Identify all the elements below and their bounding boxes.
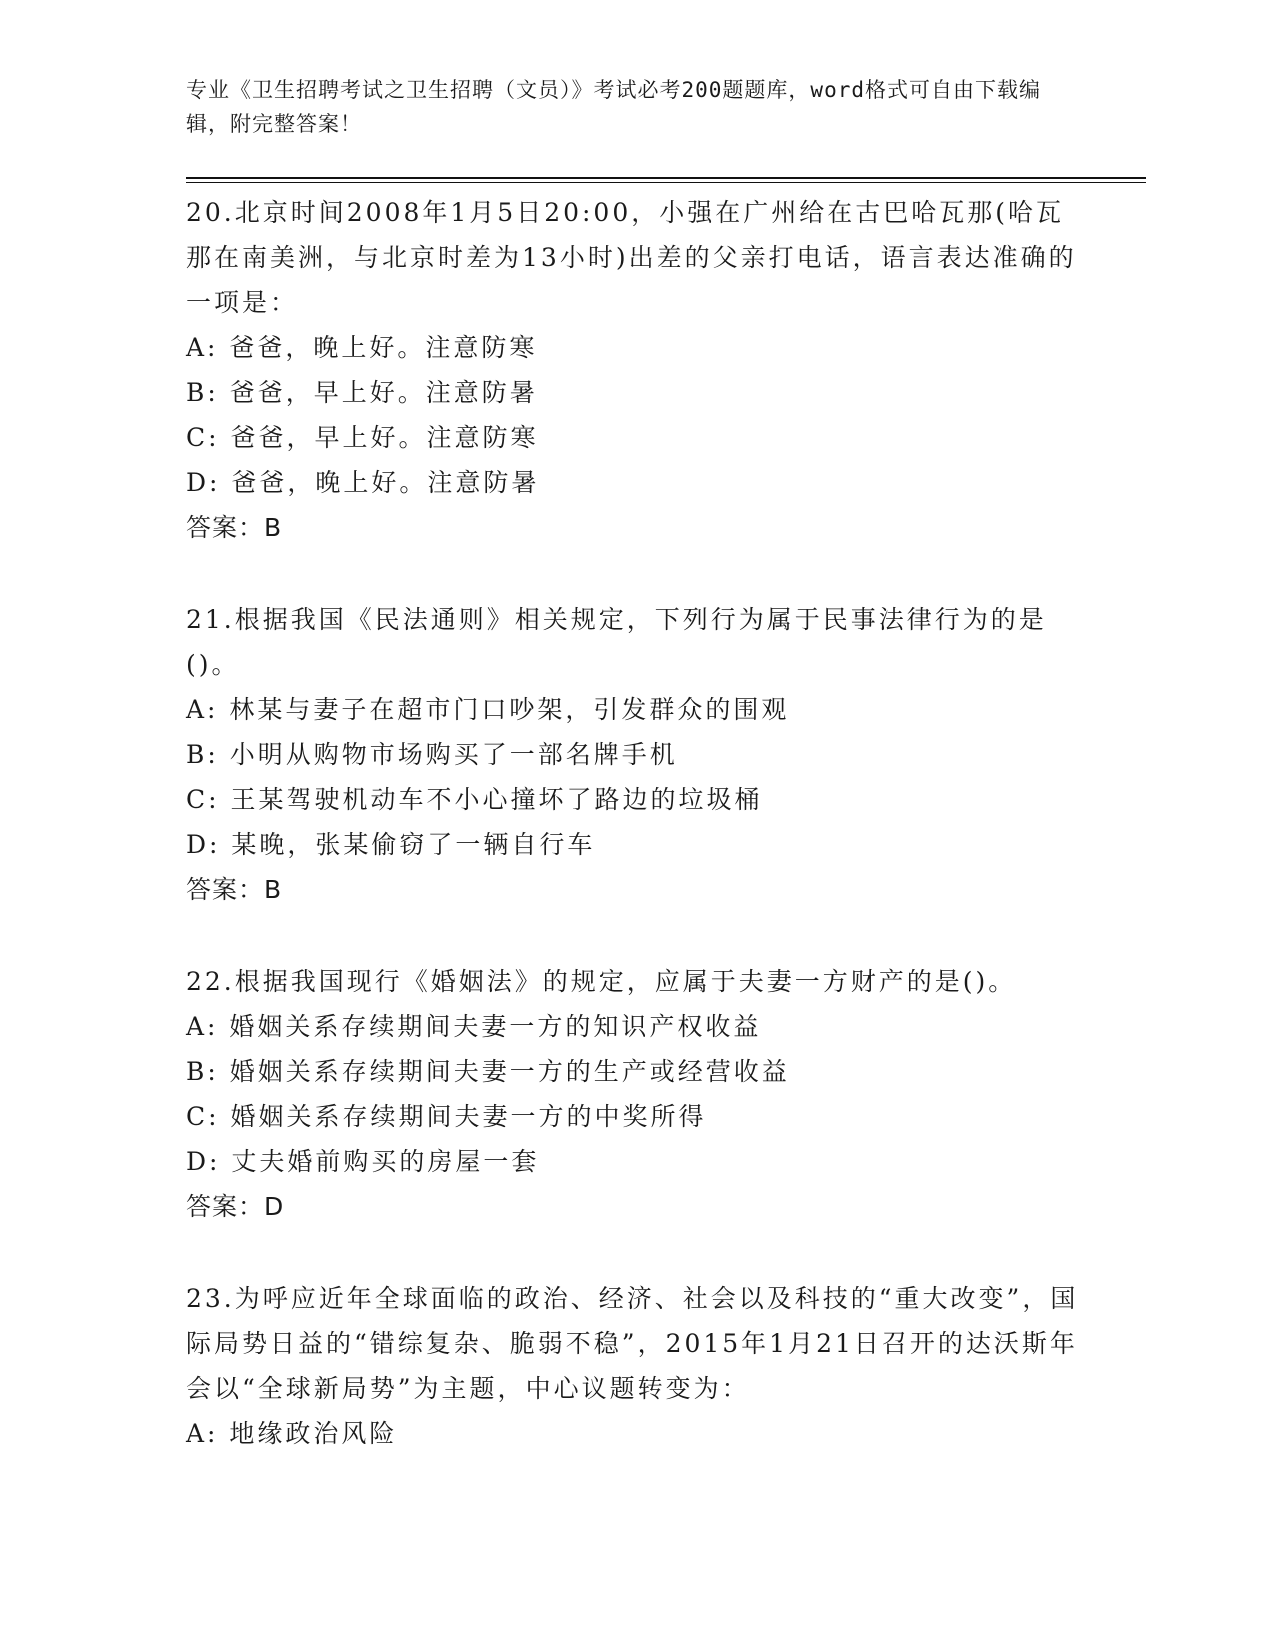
option-b: B: 婚姻关系存续期间夫妻一方的生产或经营收益: [186, 1057, 790, 1086]
question-list: [186, 190, 1086, 1503]
answer-line: 答案：B: [186, 513, 283, 542]
question-text: 21.根据我国《民法通则》相关规定，下列行为属于民事法律行为的是()。: [186, 605, 1047, 679]
header-divider-thin: [186, 182, 1146, 183]
answer-line: 答案：B: [186, 875, 283, 904]
option-a: A: 林某与妻子在超市门口吵架，引发群众的围观: [186, 695, 790, 724]
question-text: 23.为呼应近年全球面临的政治、经济、社会以及科技的“重大改变”，国际局势日益的“错综复杂、脆弱不稳”，2015年1月21日召开的达沃斯年会以“全球新局势”为主题，中心议题转变为：: [186, 1284, 1079, 1403]
header-divider-thick: [186, 177, 1146, 179]
option-c: C: 爸爸，早上好。注意防寒: [186, 423, 539, 452]
document-header: 专业《卫生招聘考试之卫生招聘（文员）》考试必考200题题库，word格式可自由下载编辑，附完整答案！: [186, 78, 1041, 136]
option-c: C: 王某驾驶机动车不小心撞坏了路边的垃圾桶: [186, 785, 763, 814]
question-20: [186, 190, 1086, 550]
question-text: 20.北京时间2008年1月5日20:00，小强在广州给在古巴哈瓦那(哈瓦那在南美洲，与北京时差为13小时)出差的父亲打电话，语言表达准确的一项是：: [186, 198, 1077, 317]
option-b: B: 小明从购物市场购买了一部名牌手机: [186, 740, 678, 769]
option-b: B: 爸爸，早上好。注意防暑: [186, 378, 538, 407]
option-a: A: 婚姻关系存续期间夫妻一方的知识产权收益: [186, 1012, 762, 1041]
option-a: A: 爸爸，晚上好。注意防寒: [186, 333, 538, 362]
question-text: 22.根据我国现行《婚姻法》的规定，应属于夫妻一方财产的是()。: [186, 967, 1017, 996]
option-c: C: 婚姻关系存续期间夫妻一方的中奖所得: [186, 1102, 707, 1131]
question-23: [186, 1276, 1086, 1456]
option-d: D: 某晚，张某偷窃了一辆自行车: [186, 830, 596, 859]
option-d: D: 爸爸，晚上好。注意防暑: [186, 468, 540, 497]
question-22: [186, 959, 1086, 1229]
option-a: A: 地缘政治风险: [186, 1419, 398, 1448]
answer-line: 答案：D: [186, 1192, 285, 1221]
option-d: D: 丈夫婚前购买的房屋一套: [186, 1147, 540, 1176]
question-21: [186, 597, 1086, 912]
